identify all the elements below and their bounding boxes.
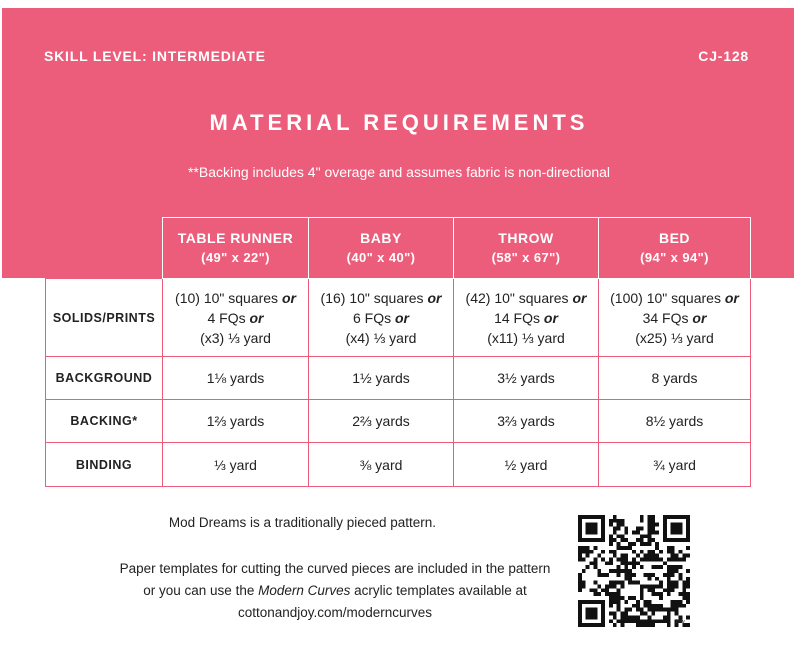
table-cell: (42) 10" squares or 14 FQs or (x11) ⅓ yard (454, 279, 599, 357)
table-cell: (16) 10" squares or 6 FQs or (x4) ⅓ yard (309, 279, 454, 357)
table-cell: 8½ yards (599, 400, 751, 443)
table-header-row (46, 218, 751, 279)
table-row-binding (46, 443, 751, 487)
col-header-table-runner (163, 218, 309, 279)
row-label: SOLIDS/PRINTS (46, 279, 163, 357)
table-cell: ⅜ yard (309, 443, 454, 487)
col-size: (58" x 67") (491, 250, 561, 265)
table-cell: (100) 10" squares or 34 FQs or (x25) ⅓ yard (599, 279, 751, 357)
table-cell: 8 yards (599, 357, 751, 400)
skill-level: SKILL LEVEL: INTERMEDIATE (44, 48, 266, 64)
col-size: (94" x 94") (640, 250, 709, 265)
table-corner (46, 218, 163, 279)
col-header-throw (454, 218, 599, 279)
col-name: THROW (498, 230, 554, 246)
table-cell: 3½ yards (454, 357, 599, 400)
table-cell: 3⅔ yards (454, 400, 599, 443)
table-cell: ½ yard (454, 443, 599, 487)
page-title: MATERIAL REQUIREMENTS (209, 110, 589, 135)
col-name: TABLE RUNNER (177, 230, 294, 246)
row-label: BACKGROUND (46, 357, 163, 400)
material-table (45, 217, 751, 487)
table-cell: ⅓ yard (163, 443, 309, 487)
table-row-background (46, 357, 751, 400)
col-size: (49" x 22") (201, 250, 270, 265)
table-cell: 2⅔ yards (309, 400, 454, 443)
qr-code-icon[interactable] (578, 515, 690, 627)
col-header-bed (599, 218, 751, 279)
table-cell: 1⅔ yards (163, 400, 309, 443)
row-label: BINDING (46, 443, 163, 487)
table-row-backing (46, 400, 751, 443)
col-size: (40" x 40") (346, 250, 416, 265)
table-cell: (10) 10" squares or 4 FQs or (x3) ⅓ yard (163, 279, 309, 357)
table-cell: 1½ yards (309, 357, 454, 400)
col-header-baby (309, 218, 454, 279)
qr-label: bitly (676, 619, 685, 625)
pattern-code: CJ-128 (698, 48, 749, 64)
col-name: BED (658, 230, 691, 246)
templates-note: Paper templates for cutting the curved pieces are included in the pattern or you can use the Modern Curves acrylic templates available at cottonandjoy.com/moderncurves (95, 558, 575, 624)
pattern-description: Mod Dreams is a traditionally pieced pattern. (168, 515, 437, 530)
table-row-solids (46, 279, 751, 357)
table-cell: 1⅛ yards (163, 357, 309, 400)
row-label: BACKING* (46, 400, 163, 443)
templates-link[interactable]: cottonandjoy.com/moderncurves (237, 605, 433, 620)
backing-note: **Backing includes 4" overage and assumes fabric is non-directional (187, 164, 611, 180)
col-name: BABY (360, 230, 402, 246)
table-cell: ¾ yard (599, 443, 751, 487)
